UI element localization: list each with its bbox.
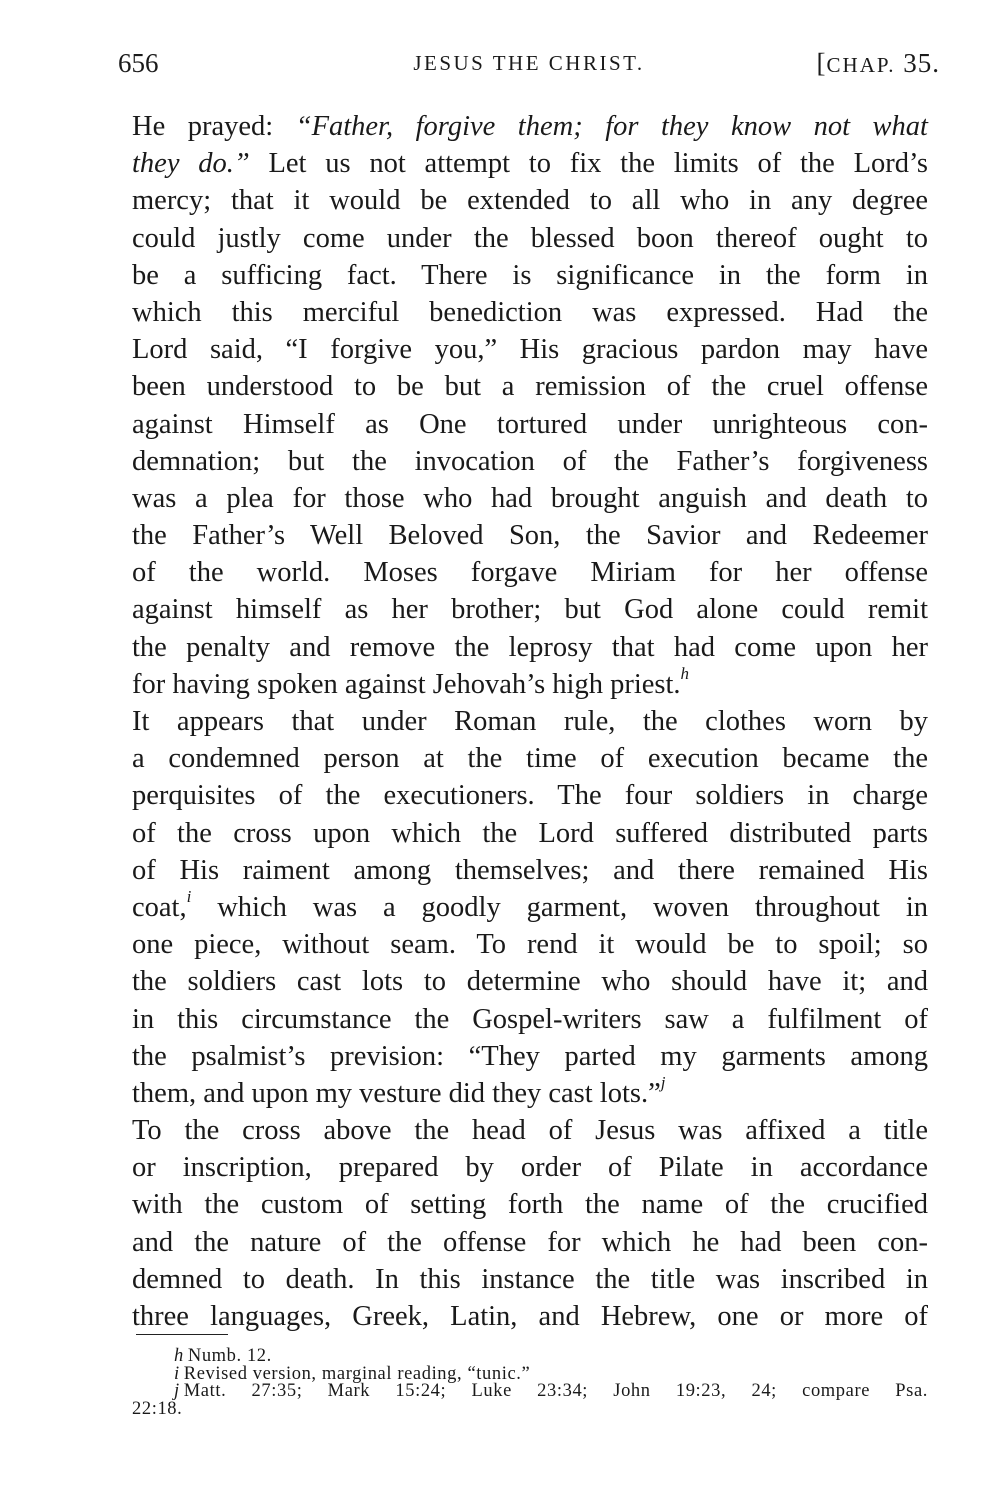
- text-line: which this merciful benediction was expressed. Had the: [132, 296, 928, 328]
- text-line: the soldiers cast lots to determine who should have it; and: [132, 966, 928, 998]
- text-line: was a plea for those who had brought anguish and death to: [132, 482, 928, 514]
- text-line: the psalmist’s prevision: “They parted my garments among: [132, 1040, 928, 1072]
- text-line: of His raiment among themselves; and there remained His: [132, 854, 928, 886]
- footnote-mark: i: [174, 1363, 180, 1384]
- footnote-divider: [136, 1334, 228, 1335]
- footnote-text: Matt. 27:35; Mark 15:24; Luke 23:34; John 19:23, 24; compare Psa.: [183, 1381, 928, 1401]
- text-line: could justly come under the blessed boon thereof ought to: [132, 222, 928, 254]
- text-line: demnation; but the invocation of the Father’s forgiveness: [132, 445, 928, 477]
- paragraph-3: [132, 1112, 928, 1335]
- paragraph-2: [132, 703, 928, 1112]
- footnote-mark: j: [174, 1381, 180, 1401]
- text-line: three languages, Greek, Latin, and Hebrew, one or more of: [132, 1301, 928, 1332]
- text-line: He prayed: “Father, forgive them; for they know not what: [132, 111, 928, 142]
- text-line: against Himself as One tortured under unrighteous con-: [132, 408, 928, 440]
- footnote-text: Numb. 12.: [187, 1346, 272, 1366]
- chapter-number: 35.: [903, 48, 940, 78]
- quoted-prayer-end: they do.”: [132, 148, 250, 180]
- quoted-prayer: “Father, forgive them; for they know not what: [295, 111, 928, 142]
- text-line: they do.” Let us not attempt to fix the limits of the Lord’s: [132, 148, 928, 180]
- footnote-j: [132, 1383, 928, 1401]
- text-line: Lord said, “I forgive you,” His gracious pardon may have: [132, 334, 928, 366]
- text-line: or inscription, prepared by order of Pilate in accordance: [132, 1152, 928, 1184]
- text-line: the penalty and remove the leprosy that had come upon her: [132, 631, 928, 663]
- text-line: be a sufficing fact. There is significance in the form in: [132, 259, 928, 291]
- text-line: with the custom of setting forth the name of the crucified: [132, 1189, 928, 1221]
- text-line: of the cross upon which the Lord suffered distributed parts: [132, 817, 928, 849]
- footnote-ref-j[interactable]: j: [660, 1072, 666, 1092]
- chapter-reference: [817, 48, 940, 79]
- text-line: and the nature of the offense for which he had been con-: [132, 1226, 928, 1258]
- text-line: To the cross above the head of Jesus was affixed a title: [132, 1115, 928, 1147]
- main-text: [132, 108, 928, 1335]
- chapter-abbrev: CHAP.: [826, 53, 896, 77]
- text-line: against himself as her brother; but God alone could remit: [132, 594, 928, 626]
- paragraph-1: [132, 108, 928, 703]
- footnote-mark: h: [174, 1346, 184, 1366]
- text-line: perquisites of the executioners. The four soldiers in charge: [132, 780, 928, 812]
- text-line: for having spoken against Jehovah’s high priest.$^h$: [132, 663, 690, 700]
- text-line: of the world. Moses forgave Miriam for her offense: [132, 557, 928, 589]
- text-line: one piece, without seam. To rend it would be to spoil; so: [132, 929, 928, 961]
- text-line: them, and upon my vesture did they cast lots.”$^j$: [132, 1072, 666, 1109]
- text-line: demned to death. In this instance the title was inscribed in: [132, 1263, 928, 1295]
- text-line: the Father’s Well Beloved Son, the Savior and Redeemer: [132, 520, 928, 552]
- footnote-j-continuation: 22:18.: [132, 1398, 183, 1419]
- text-line: It appears that under Roman rule, the clothes worn by: [132, 706, 928, 737]
- running-title: JESUS THE CHRIST.: [413, 51, 645, 75]
- text-line: been understood to be but a remission of the cruel offense: [132, 371, 928, 403]
- footnote-ref-h[interactable]: h: [680, 663, 690, 683]
- page-number: 656: [118, 48, 159, 78]
- text-line: mercy; that it would be extended to all who in any degree: [132, 185, 928, 217]
- footnote-text: Revised version, marginal reading, “tunic.”: [183, 1363, 531, 1384]
- text-line: in this circumstance the Gospel-writers saw a fulfilment of: [132, 1003, 928, 1035]
- chapter-bracket: [: [816, 48, 827, 78]
- text-line: coat,$^i$ which was a goodly garment, woven throughout in: [132, 886, 928, 923]
- footnotes: [132, 1348, 928, 1418]
- running-header: [118, 48, 940, 88]
- text-line: a condemned person at the time of execution became the: [132, 743, 928, 775]
- footnote-ref-i[interactable]: i: [186, 886, 192, 906]
